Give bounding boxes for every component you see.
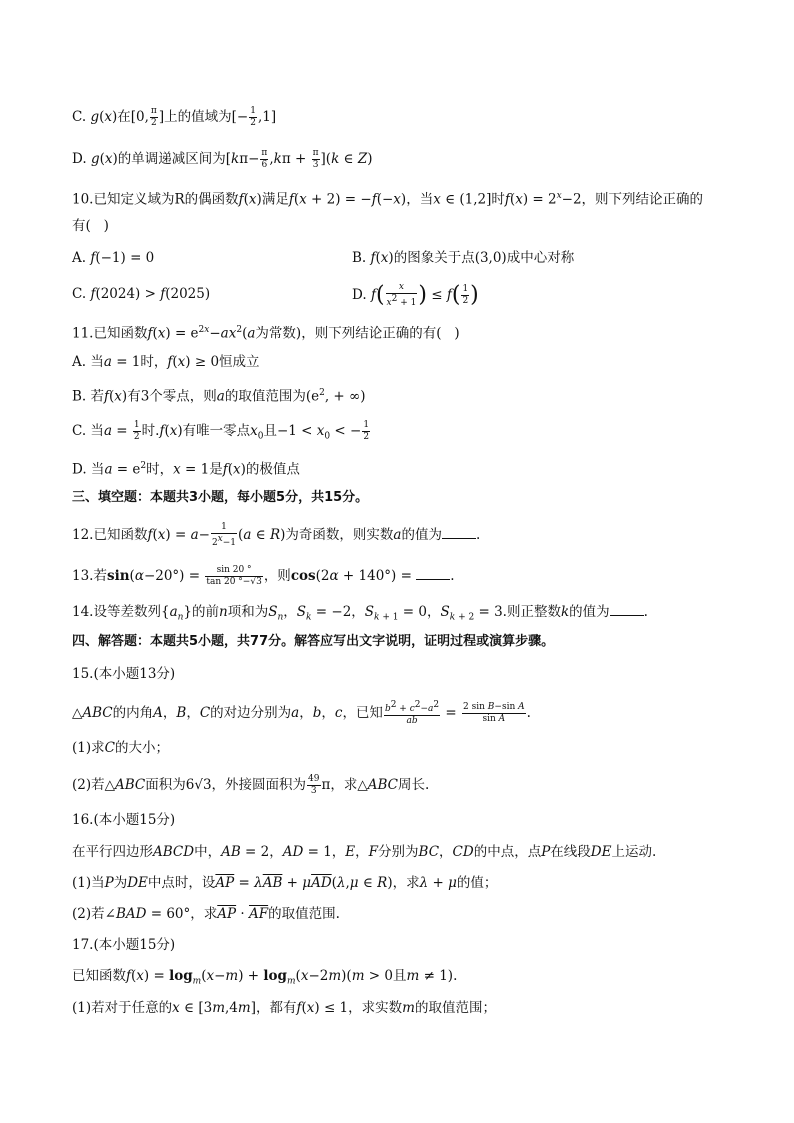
q10-stem-cont: 有( ) bbox=[72, 218, 109, 234]
q15-title: 15.(本小题13分) bbox=[72, 666, 176, 682]
q10-stem: 10.已知定义域为R的偶函数f(x)满足f(x + 2) = −f(−x)，当x ∈ (1,2]时$f(x) = 2^x-2$，则下列结论正确的 bbox=[72, 191, 704, 208]
q10-option-d: D. f( $\frac{x}{x^2 + 1}$ ) ≤ f( $\frac{1}{2}$ ) bbox=[352, 282, 479, 308]
q16-title: 16.(本小题15分) bbox=[72, 812, 176, 828]
q10-option-a: A. f(−1) = 0 bbox=[72, 250, 155, 266]
q15-part2: (2)若△ABC面积为6√3，外接圆面积为 $\frac{49}{3}$ π，求△ABC周长. bbox=[72, 774, 430, 796]
q15-stem: △ABC的内角A，B，C的对边分别为a，b，c，已知 $\frac{b^2 + c^2-a^2}{ab}$ = $\frac{\text{2 sin B−sin A}}{\text{sin A}}$ . bbox=[72, 700, 531, 726]
q11-option-c: C. 当a = $\frac{1}{2}$ 时.f(x)有唯一零点$x_0$且$-1 < x_0$ < − $\frac{1}{2}$ bbox=[72, 420, 370, 442]
q11-stem: 11.已知函数$f(x) = e^{2x}-ax^2(a$为常数)，则下列结论正确的有( ) bbox=[72, 325, 460, 342]
q16-part1: (1)当P为DE中点时，设$\overline{AP} = \lambda\overline{AB} + \mu\overline{AD}(\lambda,\mu$ ∈ R)，求λ + μ的值； bbox=[72, 875, 498, 891]
q11-option-a: A. 当a = 1时，f(x) ≥ 0恒成立 bbox=[72, 354, 260, 370]
section-answer-heading: 四、解答题：本题共5小题，共77分。解答应写出文字说明，证明过程或演算步骤。 bbox=[72, 634, 555, 649]
q9-option-d: D. g(x)的单调递减区间为[kπ− $\frac{\pi}{6}$ ,kπ + $\frac{\pi}{3}$ ](k ∈ Z) bbox=[72, 148, 373, 170]
q9-option-c: C. g(x)在[0, $\frac{\pi}{2}$ ]上的值域为[− $\frac{1}{2}$ ,1] bbox=[72, 106, 277, 128]
q17-stem: 已知函数$f(x) = \log_m(x-m) + \log_m(x-2m)(m > 0$且m ≠ 1). bbox=[72, 968, 458, 987]
q13: 13.若sin(α−20°) = $\frac{\sin 20 ^\circ}{\tan 20 ^\circ-√3}$ ，则cos(2α + 140°) = . bbox=[72, 565, 455, 587]
q16-stem: 在平行四边形ABCD中，AB = 2，AD = 1，E，F分别为BC，CD的中点，点P在线段DE上运动. bbox=[72, 844, 657, 860]
section-fill-in-heading: 三、填空题：本题共3小题，每小题5分，共15分。 bbox=[72, 490, 369, 505]
q10-option-c: C. f(2024) > f(2025) bbox=[72, 286, 211, 302]
q14: 14.设等差数列$\{a_n\}$的前n项和为$S_n$，$S_k = -2$，$S_{k + 1} = 0$，$S_{k + 2} = 3$.则正整数k的值为 . bbox=[72, 604, 648, 623]
q16-part2: (2)若∠BAD = 60°，求$\overline{AP} \cdot \overline{AF}$的取值范围. bbox=[72, 906, 340, 922]
q10-option-b: B. f(x)的图象关于点(3,0)成中心对称 bbox=[352, 250, 575, 266]
q17-part1: (1)若对于任意的x ∈ [3m,4m]，都有f(x) ≤ 1，求实数m的取值范围； bbox=[72, 1000, 496, 1016]
q15-part1: (1)求C的大小； bbox=[72, 740, 169, 756]
q11-option-d: D. 当$a = e^2$时，x = 1是f(x)的极值点 bbox=[72, 461, 300, 478]
q17-title: 17.(本小题15分) bbox=[72, 937, 176, 953]
q11-option-b: B. 若f(x)有3个零点，则a的取值范围为($e^2$, + ∞) bbox=[72, 388, 366, 405]
q12: 12.已知函数f(x) = a− $\frac{1}{2^x-1}$ (a ∈ R)为奇函数，则实数a的值为 . bbox=[72, 522, 481, 548]
